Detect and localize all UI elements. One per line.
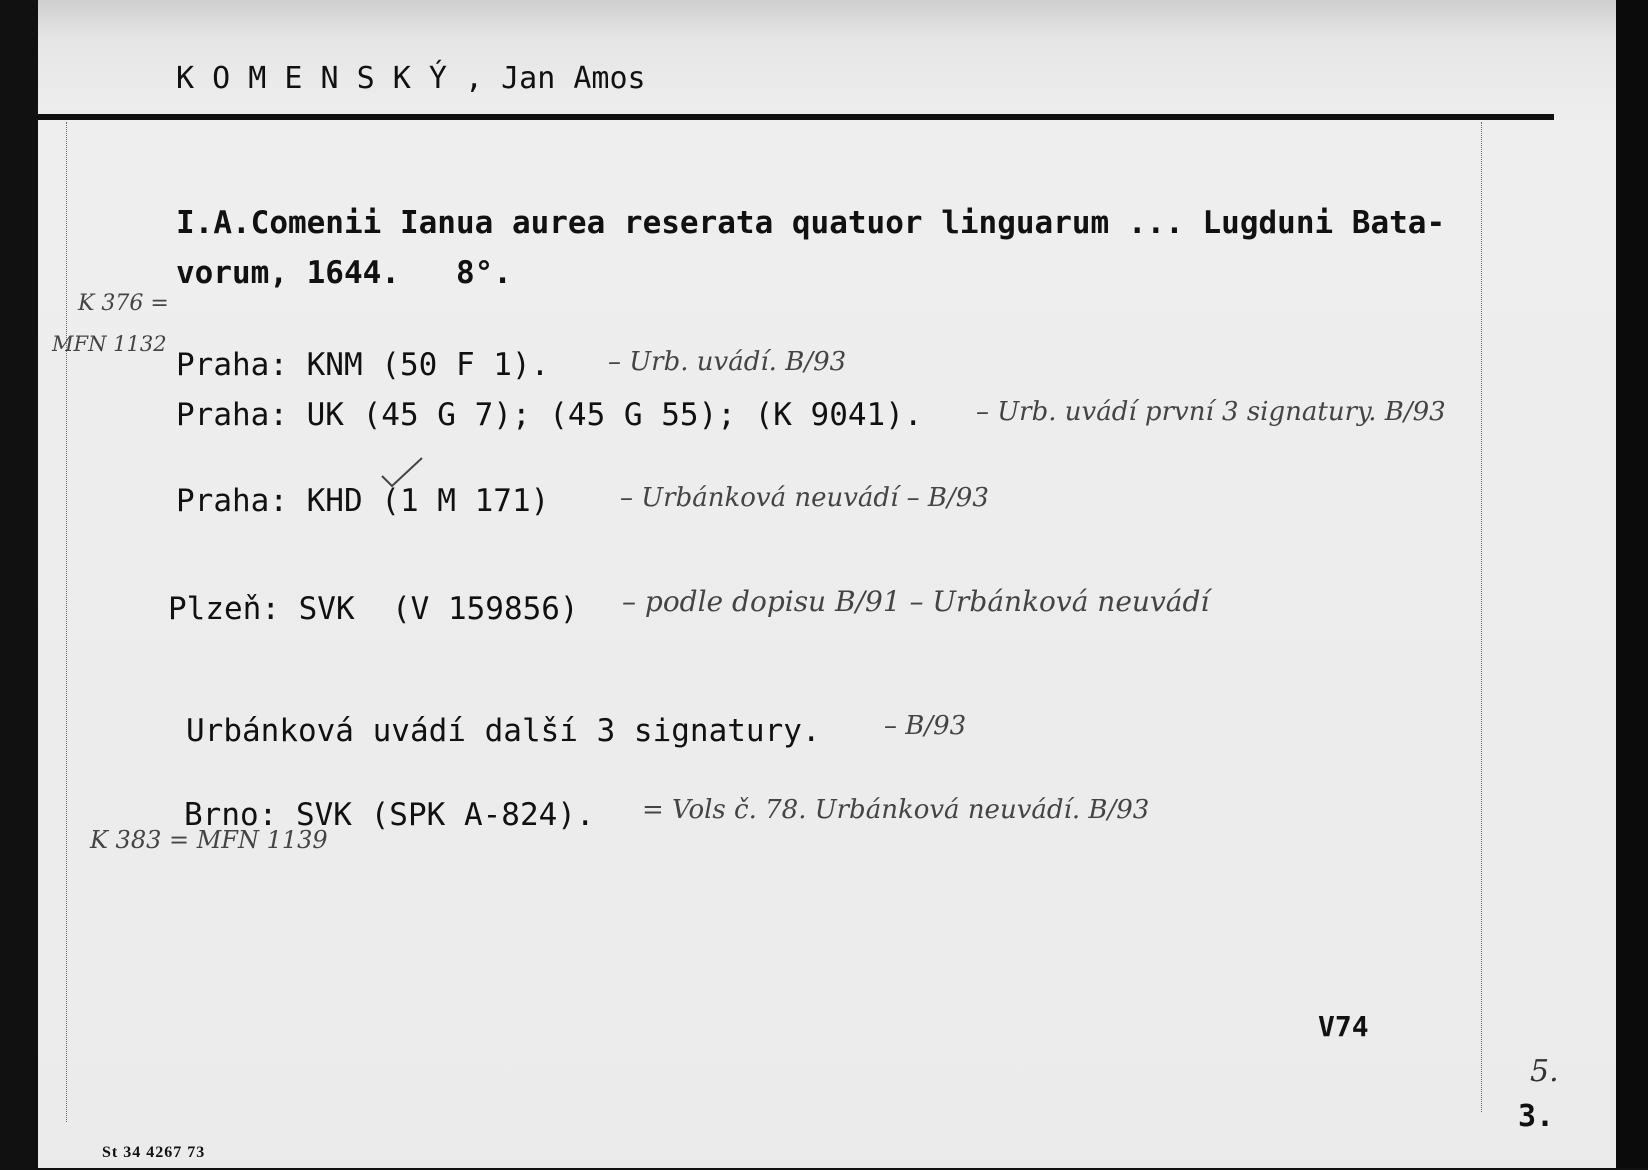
print-stamp: St 34 4267 73: [102, 1144, 206, 1161]
card-code: V74: [1318, 1010, 1369, 1043]
handwritten-k383: K 383 = MFN 1139: [90, 826, 328, 854]
right-margin-line: [1481, 122, 1482, 1112]
holding-praha-uk: Praha: UK (45 G 7); (45 G 55); (K 9041).: [176, 397, 923, 433]
title-line-2: vorum, 1644. 8°.: [176, 255, 512, 291]
author-heading: K O M E N S K Ý , Jan Amos: [176, 61, 646, 96]
handwritten-uk-note: – Urb. uvádí první 3 signatury. B/93: [976, 397, 1446, 427]
handwritten-khd-note: – Urbánková neuvádí – B/93: [620, 483, 989, 513]
title-line-1: I.A.Comenii Ianua aurea reserata quatuor linguarum ... Lugduni Bata-: [176, 205, 1446, 241]
handwritten-brno-note: = Vols č. 78. Urbánková neuvádí. B/93: [642, 795, 1150, 825]
catalog-card: [38, 0, 1616, 1168]
scan-border: [1616, 0, 1648, 1168]
holding-praha-knm: Praha: KNM (50 F 1).: [176, 347, 550, 383]
handwritten-knm-note: – Urb. uvádí. B/93: [608, 347, 847, 377]
header-rule: [38, 114, 1554, 120]
handwritten-plzen-note: – podle dopisu B/91 – Urbánková neuvádí: [622, 585, 1210, 618]
urbankova-note: Urbánková uvádí další 3 signatury.: [186, 713, 821, 749]
handwritten-k376: K 376 =: [78, 291, 169, 316]
handwritten-urbankova-note: – B/93: [884, 711, 967, 741]
handwritten-mfn1132: MFN 1132: [52, 332, 167, 356]
handwritten-corner-number: 5.: [1530, 1054, 1559, 1089]
holding-brno: Brno: SVK (SPK A-824).: [184, 797, 595, 833]
left-margin-line: [66, 122, 67, 1122]
holding-plzen: Plzeň: SVK (V 159856): [168, 591, 579, 627]
holding-praha-khd: Praha: KHD (1 M 171): [176, 483, 550, 519]
card-sequence-number: 3.: [1518, 1099, 1555, 1134]
